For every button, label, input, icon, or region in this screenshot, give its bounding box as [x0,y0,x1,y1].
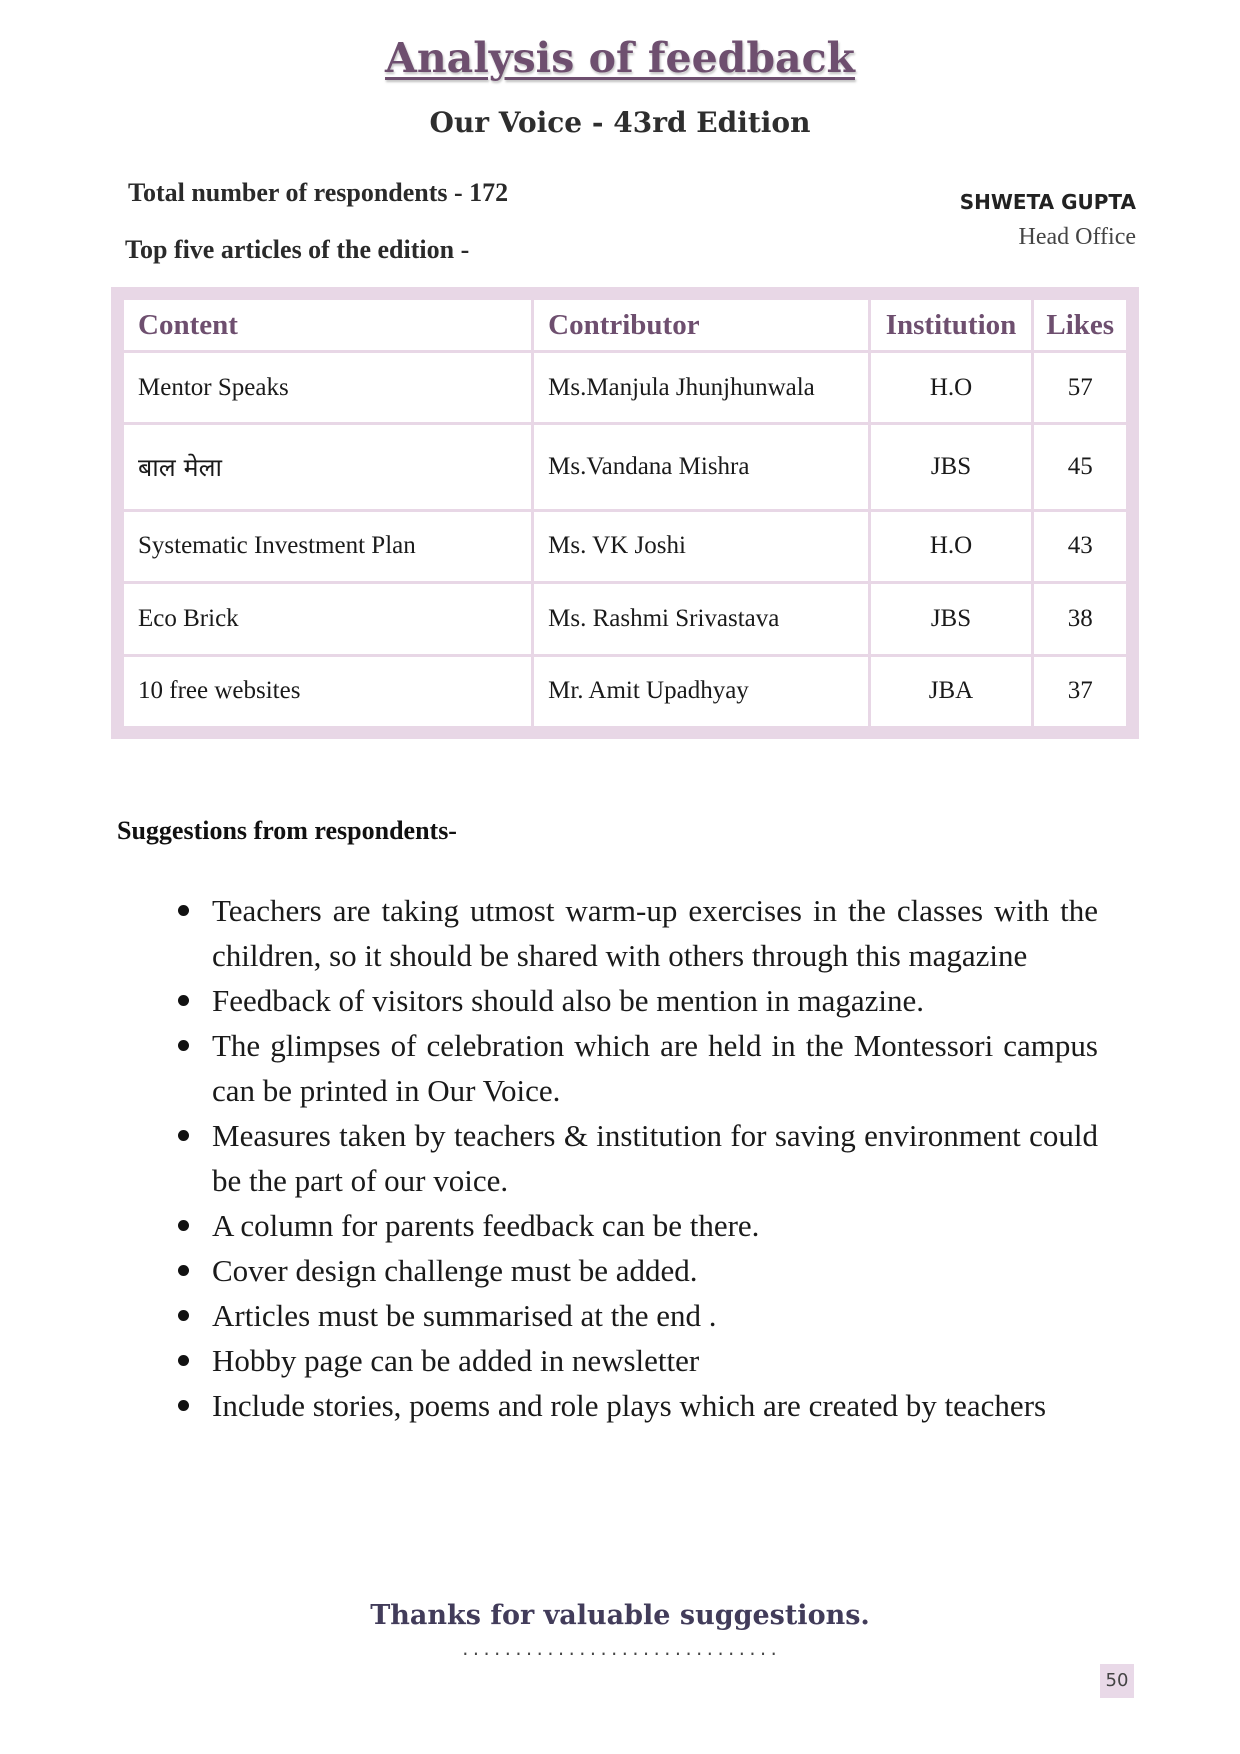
list-item: Cover design challenge must be added. [212,1248,1098,1293]
cell-contributor: Ms.Manjula Jhunjhunwala [533,352,869,424]
suggestions-list [212,888,1098,1428]
cell-likes: 45 [1033,424,1128,510]
table-row [123,583,1128,655]
cell-content: Mentor Speaks [123,352,533,424]
cell-contributor: Ms. VK Joshi [533,510,869,582]
list-item: Include stories, poems and role plays which are created by teachers [212,1383,1098,1428]
page-title: Analysis of feedback [385,34,855,82]
list-item: A column for parents feedback can be there. [212,1203,1098,1248]
cell-likes: 38 [1033,583,1128,655]
cell-institution: JBS [869,424,1033,510]
dotted-divider: .............................. [460,1640,780,1659]
respondents-count: Total number of respondents - 172 [128,178,509,207]
list-item: Teachers are taking utmost warm-up exercises in the classes with the children, so it should be shared with others through this magazine [212,888,1098,978]
list-item: Feedback of visitors should also be mention in magazine. [212,978,1098,1023]
page-number: 50 [1100,1664,1134,1698]
list-item: The glimpses of celebration which are held in the Montessori campus can be printed in Our Voice. [212,1023,1098,1113]
cell-contributor: Ms.Vandana Mishra [533,424,869,510]
articles-table [121,297,1129,729]
author-name: SHWETA GUPTA [959,190,1136,214]
author-office: Head Office [1018,224,1136,250]
column-header-contributor: Contributor [533,299,869,352]
list-item: Articles must be summarised at the end . [212,1293,1098,1338]
cell-content: बाल मेला [123,424,533,510]
table-row [123,352,1128,424]
cell-institution: H.O [869,510,1033,582]
cell-contributor: Mr. Amit Upadhyay [533,655,869,727]
cell-content: Eco Brick [123,583,533,655]
thanks-message: Thanks for valuable suggestions. [370,1600,870,1631]
cell-contributor: Ms. Rashmi Srivastava [533,583,869,655]
table-row [123,424,1128,510]
column-header-institution: Institution [869,299,1033,352]
cell-institution: H.O [869,352,1033,424]
table-row [123,655,1128,727]
table-header-row [123,299,1128,352]
table-row [123,510,1128,582]
cell-content: 10 free websites [123,655,533,727]
list-item: Measures taken by teachers & institution for saving environment could be the part of our voice. [212,1113,1098,1203]
articles-table-frame [111,287,1139,739]
cell-content: Systematic Investment Plan [123,510,533,582]
cell-likes: 57 [1033,352,1128,424]
top-articles-label: Top five articles of the edition - [125,235,470,264]
list-item: Hobby page can be added in newsletter [212,1338,1098,1383]
cell-institution: JBS [869,583,1033,655]
edition-subtitle: Our Voice - 43rd Edition [429,106,811,139]
column-header-content: Content [123,299,533,352]
column-header-likes: Likes [1033,299,1128,352]
cell-likes: 43 [1033,510,1128,582]
suggestions-heading: Suggestions from respondents- [117,816,457,845]
cell-likes: 37 [1033,655,1128,727]
cell-institution: JBA [869,655,1033,727]
